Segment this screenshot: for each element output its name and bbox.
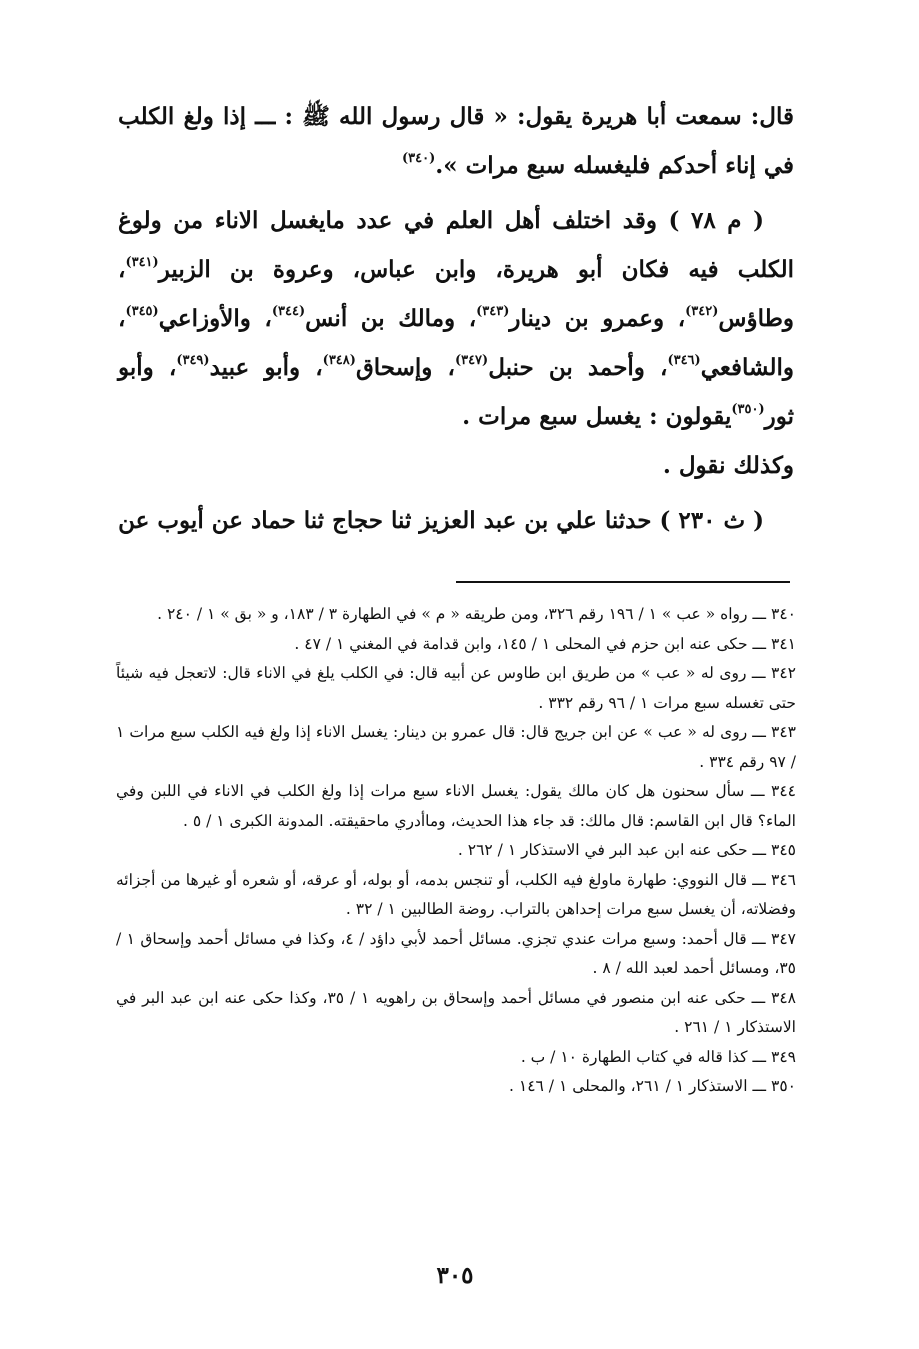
opinions-paragraph — [118, 196, 794, 441]
footnote-ref-346: (٣٤٦) — [667, 353, 701, 368]
footnote-divider — [456, 581, 790, 583]
footnote-345: ٣٤٥ ـــ حكى عنه ابن عبد البر في الاستذكار ١ / ٢٦٢ . — [457, 841, 796, 859]
footnote-341: ٣٤١ ـــ حكى عنه ابن حزم في المحلى ١ / ١٤٥، وابن قدامة في المغني ١ / ٤٧ . — [294, 634, 796, 653]
footnote-ref-347: (٣٤٧) — [454, 353, 489, 368]
footnote-347: ٣٤٧ ـــ قال أحمد: وسبع مرات عندي تجزي. مسائل أحمد لأبي داؤد / ٤، وكذا في مسائل أحمد وإسحاق ١ / ٣٥، ومسائل أحمد لعبد الله / ٨ . — [116, 929, 797, 977]
opinions-text: ، ومالك بن أنس — [305, 305, 477, 332]
opinions-text: ، والشافعي — [118, 305, 794, 381]
footnote-ref-341: (٣٤١) — [125, 255, 159, 270]
footnote-344: ٣٤٤ ـــ سأل سحنون هل كان مالك يقول: يغسل الاناء سبع مرات إذا ولغ الكلب في الاناء في اللبن وفي الماء؟ قال ابن القاسم: قال مالك: قد جاء هذا الحديث، وماأدري ماحقيقته. المدونة الكبرى ١ / ٥ . — [116, 782, 796, 830]
opinions-text: ، وأحمد بن حنبل — [488, 354, 668, 381]
hadith-paragraph — [118, 92, 794, 190]
footnote-340: ٣٤٠ ـــ رواه « عب » ١ / ١٩٦ رقم ٣٢٦، ومن طريقه « م » في الطهارة ٣ / ١٨٣، و « بق » ١ / ٢٤٠ . — [157, 605, 796, 623]
opinions-text: ( م ٧٨ ) وقد اختلف أهل العلم في عدد مايغسل الاناء من ولوغ الكلب فيه فكان أبو هريرة، وابن عباس، وعروة بن الزبير — [118, 207, 794, 283]
narration-paragraph: ( ث ٢٣٠ ) حدثنا علي بن عبد العزيز ثنا حجاج ثنا حماد عن أيوب عن — [118, 507, 764, 534]
footnote-346: ٣٤٦ ـــ قال النووي: طهارة ماولغ فيه الكلب، أو تنجس بدمه، أو بوله، أو عرقه، أو شعره أو غيرها من أجزائه وفضلاته، أن يغسل سبع مرات إحداهن بالتراب. روضة الطالبين ١ / ٣٢ . — [116, 870, 796, 918]
opinions-text: ، وطاؤس — [118, 256, 795, 332]
opinions-text: يقولون : يغسل سبع مرات . — [462, 403, 732, 430]
footnote-ref-343: (٣٤٣) — [476, 304, 510, 319]
footnote-349: ٣٤٩ ـــ كذا قاله في كتاب الطهارة ١٠ / ب . — [520, 1047, 796, 1066]
opinions-text: ، وإسحاق — [355, 354, 455, 381]
opinions-text: ، وأبو عبيد — [209, 354, 323, 381]
page-number: ٣٠٥ — [436, 1262, 474, 1289]
opinions-text: ، وعمرو بن دينار — [509, 305, 686, 332]
hadith-text: قال: سمعت أبا هريرة يقول: « قال رسول الله ﷺ : ـــ إذا ولغ الكلب في إناء أحدكم فليغسله سبع مرات ». — [118, 103, 794, 179]
footnote-ref-344: (٣٤٤) — [271, 304, 306, 319]
conclusion-line: وكذلك نقول . — [662, 452, 794, 479]
main-text — [118, 92, 794, 545]
footnote-ref-342: (٣٤٢) — [685, 304, 719, 319]
opinions-text: ، والأوزاعي — [158, 305, 272, 332]
footnote-ref-348: (٣٤٨) — [322, 353, 356, 368]
footnote-ref-340: (٣٤٠) — [401, 151, 436, 166]
footnote-ref-345: (٣٤٥) — [125, 304, 159, 319]
opinions-text: ، وأبو ثور — [118, 354, 794, 430]
footnote-ref-350: (٣٥٠) — [731, 402, 765, 417]
footnote-348: ٣٤٨ ـــ حكى عنه ابن منصور في مسائل أحمد وإسحاق بن راهويه ١ / ٣٥، وكذا حكى عنه ابن عبد البر في الاستذكار ١ / ٢٦١ . — [116, 988, 797, 1036]
footnote-350: ٣٥٠ ـــ الاستذكار ١ / ٢٦١، والمحلى ١ / ١٤٦ . — [509, 1077, 796, 1095]
footnote-342: ٣٤٢ ـــ روى له « عب » من طريق ابن طاوس عن أبيه قال: في الكلب يلغ في الاناء قال: لاتعجل فيه شيئاً حتى تغسله سبع مرات ١ / ٩٦ رقم ٣٣٢ . — [116, 664, 796, 712]
footnotes-section — [116, 600, 796, 1102]
footnote-ref-349: (٣٤٩) — [176, 353, 210, 368]
footnote-343: ٣٤٣ ـــ روى له « عب » عن ابن جريج قال: قال عمرو بن دينار: يغسل الاناء إذا ولغ فيه الكلب سبع مرات ١ / ٩٧ رقم ٣٣٤ . — [116, 723, 796, 771]
